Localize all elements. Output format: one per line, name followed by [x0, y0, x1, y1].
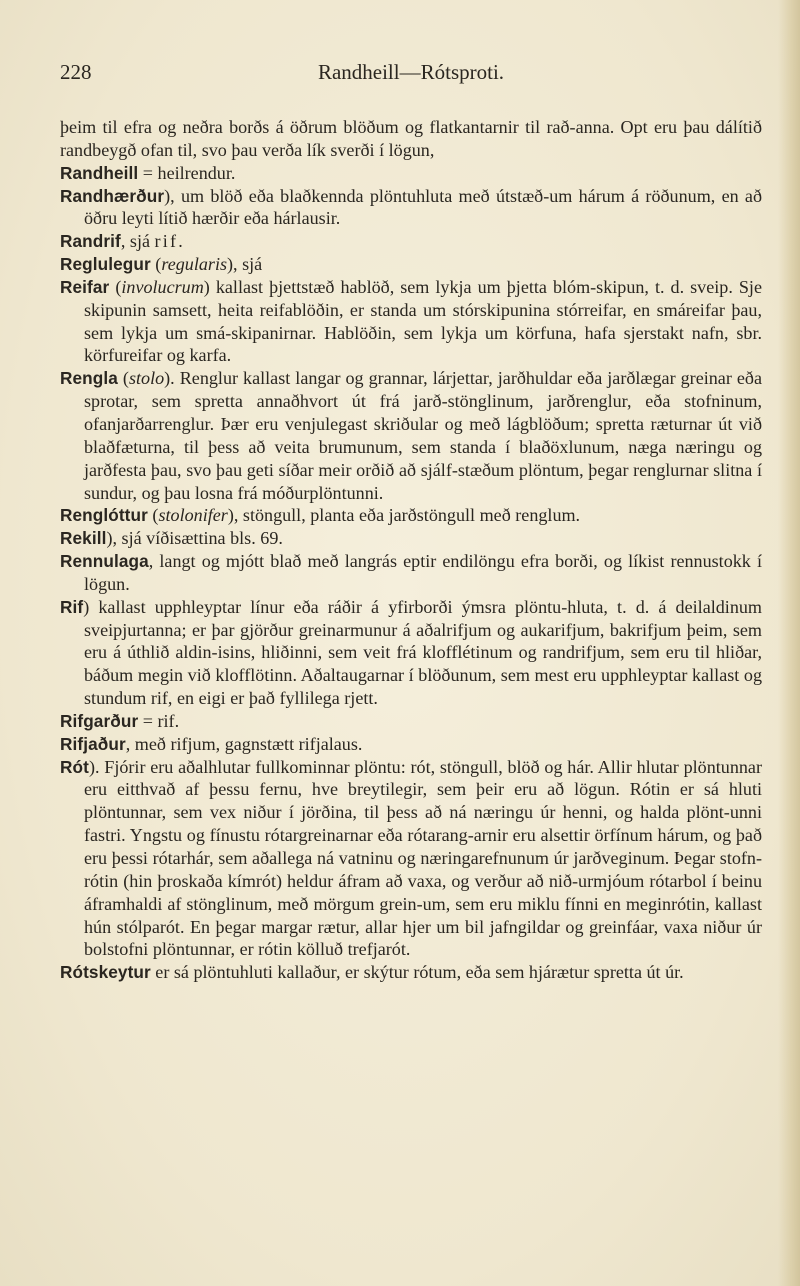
entry-text: , sjá [120, 231, 155, 252]
entry-paren: ( [109, 276, 122, 297]
entry-rotsproti [60, 961, 762, 984]
entry-reglulegur [60, 230, 762, 253]
entry-headword: Randrif [60, 231, 121, 252]
entry-text: ), um blöð eða blaðkennda plöntuhluta með útstæð-um hárum á röðunum, en að öðru leyti lítið hærðir eða hárlausir. [84, 185, 762, 229]
entry-headword: Rótskeytur [60, 962, 151, 983]
entry-text: ). Renglur kallast langar og grannar, lárjettar, jarðhuldar eða jarðlægar greinar eða sprotar, sem spretta annaðhvort út frá jarð-stönglinum, jarðrenglur, eða stofninum, ofanjarðarrenglur. Þær eru venjulegast skriðular og með lágblöðum; spretta ræturnar út við blaðfæturna, til þess að veita brumunum, sem standa í blaðöxlunum, næga næringu og jarðfesta þau, svo þau geti síðar meir orðið að sjálf-stæðum plöntum, þegar renglurnar slitna í sundur, og þau losna frá móðurplöntunni. [84, 368, 762, 503]
page-edge-shadow [778, 0, 800, 1286]
page-header [60, 60, 762, 90]
entry-rif [60, 550, 762, 596]
entry-randhaerdur [60, 162, 762, 185]
entry-text: er sá plöntuhluti kallaður, er skýtur rótum, eða sem hjárætur spretta út úr. [150, 962, 684, 983]
entry-text: ) kallast þjettstæð hablöð, sem lykja um þjetta blóm-skipun, t. d. sveip. Sje skipunin samsett, heita reifablöðin, er standa um stórskipunina stórreifar, en smáreifar þau, sem lykja um smá-skipanirnar. Hablöðin, sem lykja um körfuna, hafa sjerstakt nafn, sbr. körfureifar og karfa. [84, 276, 762, 366]
entry-latin: stolonifer [158, 505, 228, 526]
dictionary-text [60, 116, 762, 984]
entry-rotskeytur [60, 756, 762, 962]
entry-spaced-term: rif [154, 231, 179, 252]
entry-text: = rif. [138, 710, 180, 731]
entry-headword: Rennulaga [60, 551, 149, 572]
entry-tail: . [178, 231, 183, 252]
entry-rengla [60, 276, 762, 367]
entry-text: = heilrendur. [138, 162, 236, 183]
entry-reifar [60, 253, 762, 276]
entry-rifgardur [60, 596, 762, 710]
entry-headword: Rót [60, 756, 89, 777]
entry-text: ), sjá [227, 254, 263, 275]
entry-latin: involucrum [121, 276, 204, 297]
entry-headword: Rif [60, 596, 84, 617]
entry-rennulaga [60, 527, 762, 550]
entry-paren: ( [117, 368, 129, 389]
entry-latin: stolo [128, 368, 165, 389]
entry-headword: Rifjaður [60, 733, 126, 754]
entry-headword: Reglulegur [60, 254, 151, 275]
entry-continuation [60, 116, 762, 162]
entry-text: ), stöngull, planta eða jarðstöngull með renglum. [227, 505, 581, 526]
entry-text: ) kallast upphleyptar línur eða ráðir á yfirborði ýmsra plöntu-hluta, t. d. á deilaldinum sveipjurtanna; er þar gjörður greinarmunur á aðalrifjum og aukarifjum, bakrifjum þeim, sem eru á úthlið aldin-isins, hliðinni, sem veit frá klofflétinum og randrifjum, sem eru til hliðar, báðum megin við klofflötinn. Aðaltaugarnar í blöðunum, sem mest eru upphleyptar kallast og stundum rif, en eigi er það fyllilega rjett. [83, 596, 762, 709]
entry-headword: Randhærður [60, 185, 165, 206]
entry-text: ). Fjórir eru aðalhlutar fullkominnar plöntu: rót, stöngull, blöð og hár. Allir hlutar plöntunnar eru eitthvað af þessu fernu, hve breytilegir, sem þeir eru að lögun. Rótin er sá hluti plöntunnar, sem vex niður í jörðina, til þess að ná næringu úr henni, og halda plönt-unni fastri. Yngstu og fínustu rótargreinarnar eða rótarang-arnir eru alsettir örfínum hárum, og það eru þessi rótarhár, sem aðallega ná vatninu og næringarefnunum úr jarðveginum. Þegar stofn-rótin (hin þroskaða kímrót) heldur áfram að vaxa, og verður að nið-urmjóum rótarbol í beinu áframhaldi af stönglinum, með mörgum grein-um, sem eru miklu fínni en meginrótin, kallast hún stólparót. En þegar margar rætur, allar hjer um bil jafngildar og greinfáar, vaxa niður úr bolstofni plöntunnar, er rótin kölluð trefjarót. [84, 756, 762, 960]
entry-rekill [60, 504, 762, 527]
entry-text: , með rifjum, gagnstætt rifjalaus. [125, 733, 363, 754]
entry-randrif [60, 185, 762, 231]
entry-headword: Rekill [60, 528, 107, 549]
entry-rot [60, 733, 762, 756]
entry-headword: Rifgarður [60, 710, 139, 731]
entry-renglottur [60, 367, 762, 504]
entry-latin: regularis [161, 254, 228, 275]
entry-headword: Renglóttur [60, 505, 148, 526]
entry-text: þeim til efra og neðra borðs á öðrum blöðum og flatkantarnir til rað-anna. Opt eru þau dálítið randbeygð ofan til, svo þau verða lík sverði í lögun, [60, 117, 762, 160]
entry-headword: Randheill [60, 162, 139, 183]
entry-text: ), sjá víðisættina bls. 69. [106, 528, 283, 549]
entry-paren: ( [147, 505, 159, 526]
entry-text: , langt og mjótt blað með langrás eptir endilöngu efra borði, og líkist rennustokk í lögun. [84, 551, 762, 594]
entry-headword: Rengla [60, 368, 118, 389]
entry-rifjadur [60, 710, 762, 733]
entry-paren: ( [150, 254, 162, 275]
running-head: Randheill—Rótsproti. [317, 60, 505, 84]
page-number: 228 [60, 60, 92, 84]
entry-headword: Reifar [60, 276, 110, 297]
